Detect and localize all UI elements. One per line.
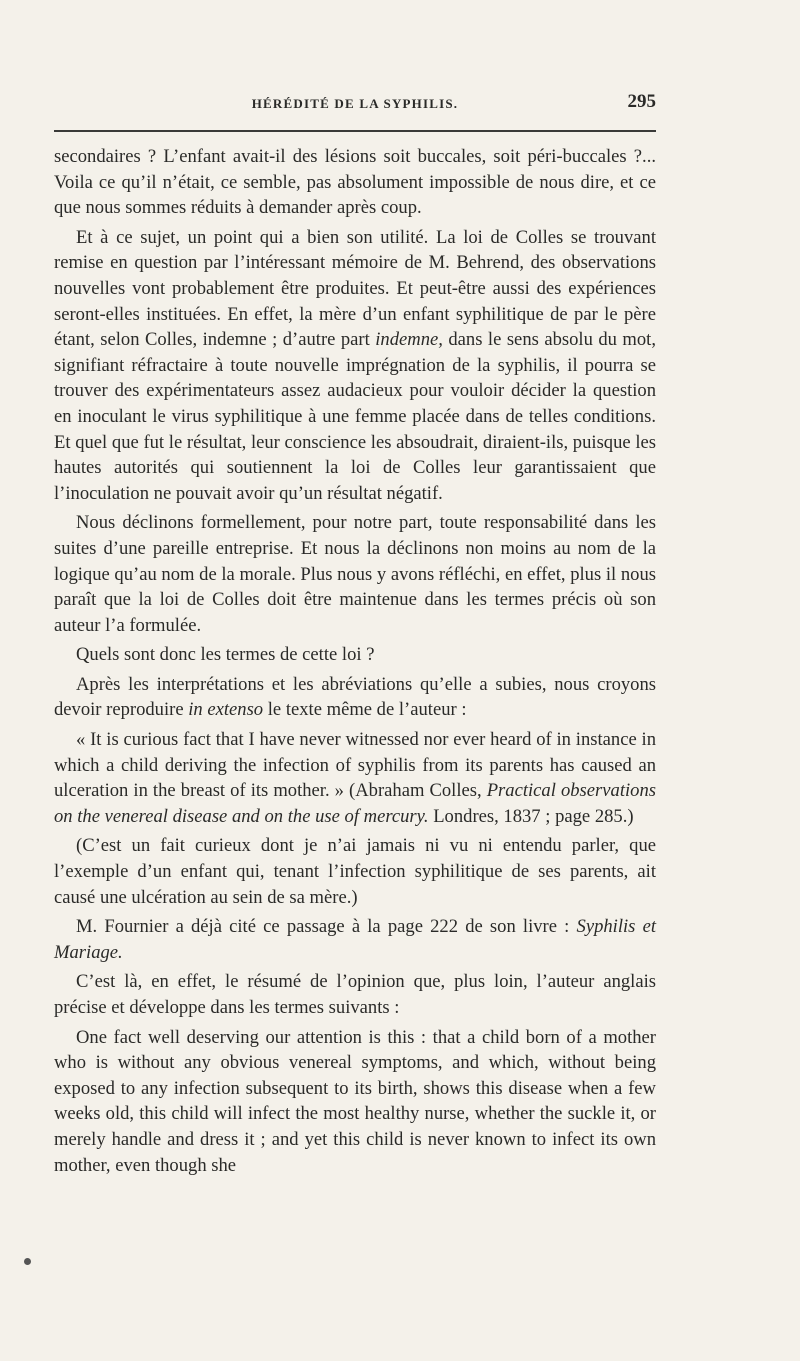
paragraph-3-text: Nous déclinons formellement, pour notre part, toute responsabilité dans les suites d’une pareille entreprise. Et nous la déclinons non moins au nom de la logique qu’au nom de la morale. Plus nous y avons réfléchi, en effet, plus il nous paraît que la loi de Colles doit être maintenue dans les termes précis où son auteur l’a formulée. — [54, 512, 656, 636]
page-number: 295 — [627, 91, 656, 112]
ink-speck — [24, 1258, 31, 1265]
paragraph-8-italic: Syphilis et Mariage. — [54, 916, 656, 963]
paragraph-4 — [54, 642, 656, 668]
paragraph-5-text-b: le texte même de l’auteur : — [263, 699, 467, 721]
paragraph-5-text-a: Après les interprétations et les abréviations qu’elle a subies, nous croyons devoir reproduire — [54, 673, 656, 721]
paragraph-2-text-a: Et à ce sujet, un point qui a bien son utilité. La loi de Colles se trouvant remise en question par l’intéressant mémoire de M. Behrend, des observations nouvelles vont probablement être produites. Et peut-être aussi des expériences seront-elles instituées. En effet, la mère d’un enfant syphilitique de par le père étant, selon Colles, indemne ; d’autre part — [54, 226, 656, 351]
paragraph-6-text-a: « It is curious fact that I have never witnessed nor ever heard of in instance in which a child deriving the infection of syphilis from its parents has caused an ulceration in the breast of its mother. » (Abraham Colles, — [54, 729, 656, 802]
paragraph-2 — [54, 225, 656, 507]
paragraph-2-italic: indemne, — [375, 329, 443, 351]
page-header — [54, 91, 656, 118]
paragraph-2-text-b: dans le sens absolu du mot, signifiant réfractaire à toute nouvelle imprégnation de la syphilis, il pourra se trouver des expérimentateurs assez audacieux pour vouloir décider la question en inoculant le virus syphilitique à une femme placée dans de telles conditions. Et quel que fut le résultat, leur conscience les absoudrait, diraient-ils, puisque les hautes autorités qui soutiennent la loi de Colles leur garantissaient que l’inoculation ne pouvait avoir qu’un résultat négatif. — [54, 329, 656, 504]
running-title: HÉRÉDITÉ DE LA SYPHILIS. — [251, 96, 459, 111]
paragraph-5-italic: in extenso — [188, 699, 264, 721]
paragraph-10-text: One fact well deserving our attention is this : that a child born of a mother who is without any obvious venereal symptoms, and which, without being exposed to any infection subsequent to its birth, shows this disease when a few weeks old, this child will infect the most healthy nurse, whether the suckle it, or merely handle and dress it ; and yet this child is never known to infect its own mother, even though she — [54, 1026, 656, 1176]
header-rule — [54, 130, 656, 132]
paragraph-1 — [54, 144, 656, 221]
paragraph-7 — [54, 833, 656, 910]
paragraph-10 — [54, 1025, 656, 1179]
paragraph-6-text-b: Londres, 1837 ; page 285.) — [428, 805, 634, 827]
paragraph-5 — [54, 672, 656, 723]
paragraph-7-text: (C’est un fait curieux dont je n’ai jamais ni vu ni entendu parler, que l’exemple d’un enfant qui, tenant l’infection syphilitique de ses parents, ait causé une ulcération au sein de sa mère.) — [54, 835, 656, 908]
body-text — [54, 144, 656, 1178]
paragraph-1-text: secondaires ? L’enfant avait-il des lésions soit buccales, soit péri-buccales ?... Voila ce qu’il n’était, ce semble, pas absolument impossible de nous dire, et ce que nous sommes réduits à demander après coup. — [54, 146, 656, 219]
paragraph-8-text-a: M. Fournier a déjà cité ce passage à la page 222 de son livre : — [76, 916, 577, 938]
paragraph-6 — [54, 727, 656, 829]
paragraph-9-text: C’est là, en effet, le résumé de l’opinion que, plus loin, l’auteur anglais précise et développe dans les termes suivants : — [54, 971, 656, 1018]
paragraph-9 — [54, 969, 656, 1020]
paragraph-6-italic: Practical observations on the venereal disease and on the use of mercury. — [54, 780, 656, 827]
paragraph-3 — [54, 510, 656, 638]
paragraph-4-text: Quels sont donc les termes de cette loi ? — [76, 644, 375, 666]
paragraph-8 — [54, 914, 656, 965]
